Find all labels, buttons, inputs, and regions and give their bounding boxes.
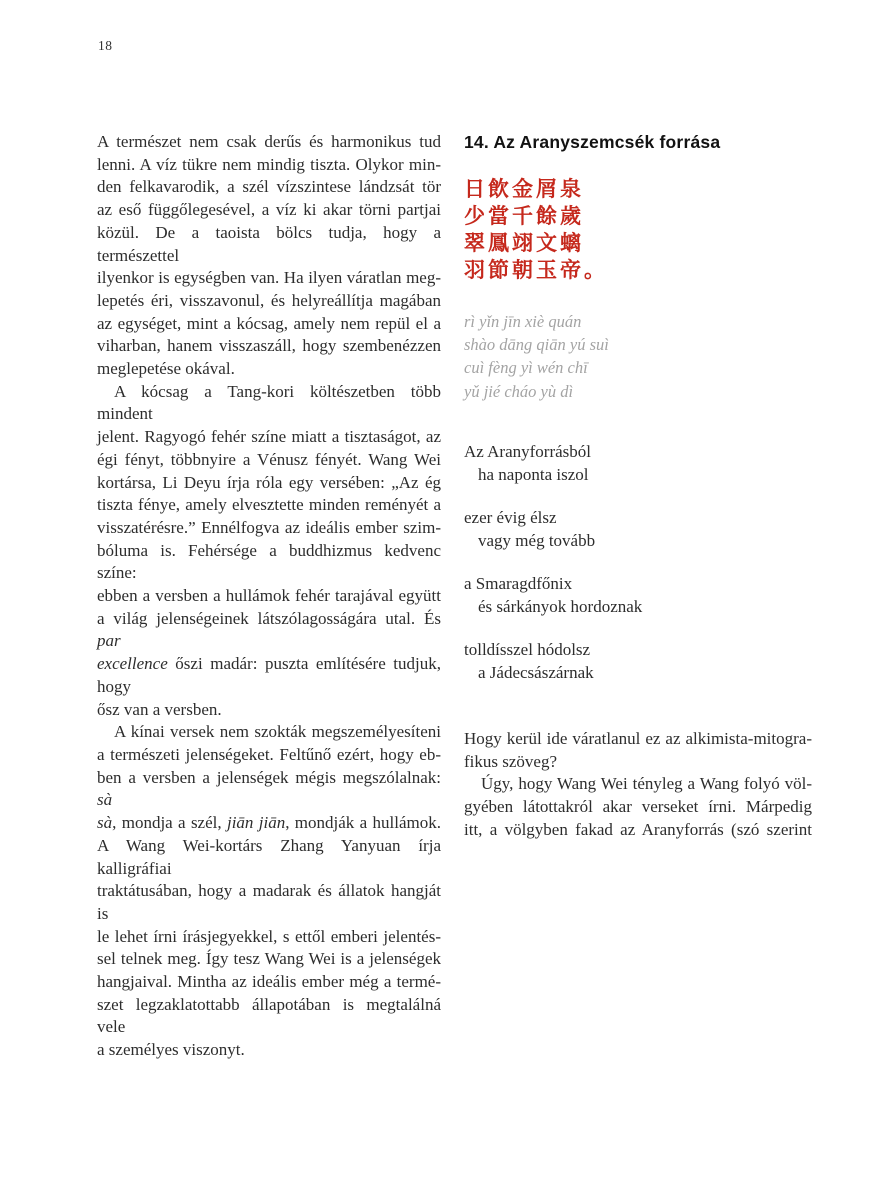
text-segment: hangjaival. Mintha az ideális ember még a termé- (97, 972, 441, 992)
pinyin-line: rì yǐn jīn xiè quán (464, 312, 582, 331)
poem-line: és sárkányok hordoznak (478, 597, 643, 616)
text-line (97, 1039, 441, 1062)
text-segment: sel telnek meg. Így tesz Wang Wei is a jelenségek (97, 949, 441, 969)
text-line (97, 699, 441, 722)
text-segment: A kócsag a Tang-kori költészetben több mindent (97, 381, 441, 424)
text-segment: a világ jelenségeinek látszólagosságára utal. És (97, 608, 441, 628)
text-line (97, 494, 441, 517)
text-line (97, 222, 441, 267)
text-segment: fikus szöveg? (464, 751, 558, 771)
text-segment: égi fényt, többnyire a Vénusz fényét. Wang Wei (97, 449, 441, 469)
paragraph (97, 721, 441, 1062)
chinese-line: 少當千餘歲 (464, 204, 584, 228)
text-line (97, 653, 441, 698)
text-segment: tiszta fénye, amely elvesztette minden reményét a (97, 495, 441, 515)
text-line (464, 819, 812, 842)
text-line (464, 773, 812, 796)
text-line (97, 744, 441, 767)
poem-line: ha naponta iszol (478, 465, 589, 484)
poem-stanza (464, 638, 642, 684)
paragraph (97, 381, 441, 722)
poem-line: a Jádecsászárnak (478, 663, 594, 682)
text-segment: den felkavarodik, a szél vízszintese lándzsát tör (97, 177, 441, 197)
text-segment: sà (97, 790, 113, 810)
text-segment: szet legzaklatottabb állapotában is megtalálná vele (97, 994, 441, 1037)
text-line (464, 751, 812, 774)
paragraph (464, 728, 812, 773)
text-segment: bóluma is. Fehérsége a buddhizmus kedvenc színe: (97, 540, 441, 583)
chinese-line: 羽節朝玉帝。 (464, 258, 608, 282)
paragraph (464, 773, 812, 841)
text-line (97, 199, 441, 222)
chinese-poem (464, 176, 608, 284)
poem-line: ezer évig élsz (464, 508, 557, 527)
text-line (97, 267, 441, 290)
text-line (97, 608, 441, 653)
text-segment: a személyes viszonyt. (97, 1040, 245, 1060)
text-segment: , mondja a szél, (112, 813, 227, 833)
text-segment: itt, a völgyben fakad az Aranyforrás (szó szerint (464, 819, 812, 839)
text-segment: ebben a versben a hullámok fehér tarajával együtt (97, 586, 441, 606)
text-segment: ilyenkor is egységben van. Ha ilyen váratlan meg- (97, 268, 441, 288)
text-segment: A természet nem csak derűs és harmonikus tud (97, 132, 441, 151)
text-segment: Úgy, hogy Wang Wei tényleg a Wang folyó völ- (481, 774, 812, 794)
poem-line: vagy még tovább (478, 531, 596, 550)
text-line (97, 948, 441, 971)
text-segment: A Wang Wei-kortárs Zhang Yanyuan írja kalligráfiai (97, 835, 441, 878)
text-line (97, 540, 441, 585)
text-segment: jelent. Ragyogó fehér színe miatt a tisztaságot, az (97, 427, 441, 447)
text-segment: traktátusában, hogy a madarak és állatok hangját is (97, 881, 441, 923)
text-line (97, 358, 441, 381)
text-line (97, 767, 441, 812)
text-segment: lepetés éri, visszavonul, és helyreállítja magában (97, 290, 441, 310)
paragraph (97, 131, 441, 381)
text-line (97, 517, 441, 540)
text-line (464, 796, 812, 819)
text-segment: ben a versben a jelenségek mégis megszólalnak: (97, 767, 441, 787)
poem-stanza (464, 440, 642, 486)
text-line (97, 926, 441, 949)
text-segment: visszatérésre.” Ennélfogva az ideális ember szim- (97, 517, 441, 537)
pinyin-line: cuì fèng yì wén chī (464, 358, 588, 378)
text-segment: kortársa, Li Deyu írja róla egy versében: „Az ég (97, 472, 441, 492)
chinese-line: 翠鳳翊文螭 (464, 231, 584, 255)
right-column-body (464, 728, 812, 842)
text-segment: a természeti jelenségeket. Feltűnő ezért, hogy eb- (97, 744, 441, 764)
text-segment: Hogy kerül ide váratlanul ez az alkimista-mitogra- (464, 729, 812, 748)
poem-line: Az Aranyforrásból (464, 442, 591, 461)
text-line (97, 335, 441, 358)
pinyin-line: yǔ jié cháo yù dì (464, 381, 574, 401)
text-line (97, 472, 441, 495)
text-line (97, 154, 441, 177)
text-line (97, 381, 441, 426)
text-segment: excellence (97, 654, 168, 674)
text-segment: gyében látottakról akar verseket írni. Márpedig (464, 797, 812, 817)
text-segment: az eső függőlegesével, a víz ki akar törni partjai (97, 200, 441, 220)
text-line (97, 994, 441, 1039)
text-segment: le lehet írni írásjegyekkel, s ettől emberi jelentés- (97, 926, 441, 946)
text-line (464, 728, 812, 751)
text-segment: az egységet, mint a kócsag, amely nem repül el a (97, 313, 441, 333)
text-segment: , mondják a hullámok. (285, 813, 441, 833)
text-line (97, 585, 441, 608)
text-segment: ősz van a versben. (97, 699, 222, 719)
chinese-line: 日飲金屑泉 (464, 177, 584, 201)
text-line (97, 971, 441, 994)
poem-stanza (464, 506, 642, 552)
text-segment: par (97, 631, 121, 651)
text-line (97, 449, 441, 472)
hungarian-translation (464, 440, 642, 704)
text-line (97, 426, 441, 449)
text-line (97, 290, 441, 313)
text-segment: lenni. A víz tükre nem mindig tiszta. Olykor min- (97, 154, 441, 174)
poem-stanza (464, 572, 642, 618)
left-column (97, 131, 441, 1062)
text-line (97, 835, 441, 880)
text-segment: közül. De a taoista bölcs tudja, hogy a természettel (97, 222, 441, 265)
poem-line: a Smaragdfőnix (464, 574, 573, 593)
text-line (97, 812, 441, 835)
text-segment: jiān jiān (226, 813, 286, 833)
text-line (97, 313, 441, 336)
text-line (97, 176, 441, 199)
text-segment: őszi madár: puszta említésére tudjuk, hogy (97, 654, 441, 696)
page-number: 18 (98, 38, 113, 53)
text-line (97, 880, 441, 925)
text-segment: sà (97, 813, 113, 833)
pinyin-line: shào dāng qiān yú suì (464, 335, 609, 355)
section-title: 14. Az Aranyszemcsék forrása (464, 132, 721, 152)
text-segment: viharban, hanem visszaszáll, hogy szembenézzen (97, 336, 441, 356)
text-segment: meglepetése okával. (97, 359, 235, 379)
text-line (97, 721, 441, 744)
pinyin-transliteration (464, 310, 609, 403)
text-segment: A kínai versek nem szokták megszemélyesíteni (114, 722, 441, 742)
text-line (97, 131, 441, 154)
poem-line: tolldísszel hódolsz (464, 640, 591, 659)
